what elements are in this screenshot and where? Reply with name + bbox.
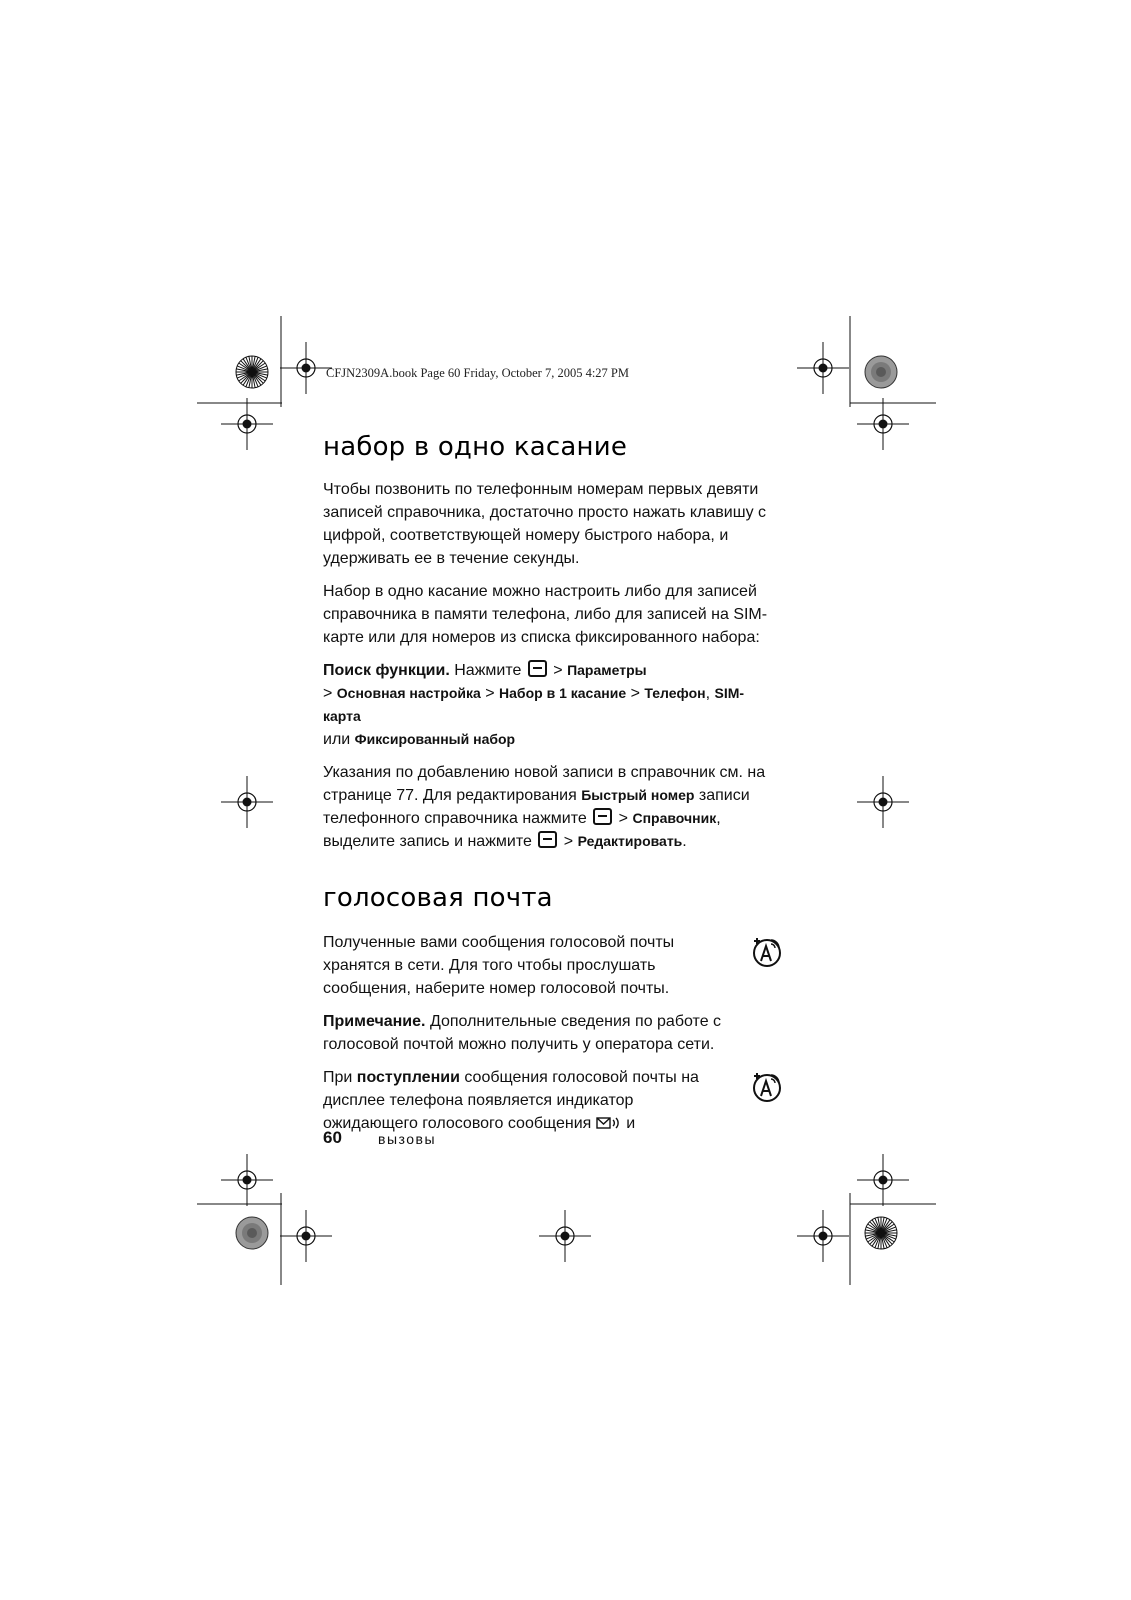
menu-path-phone: Телефон: [644, 685, 706, 701]
speed-dial-intro: Чтобы позвонить по телефонным номерам первых девяти записей справочника, достаточно просто нажать клавишу с цифрой, соответствующей номеру быстрого набора, и удерживать ее в течение секунды.: [323, 481, 767, 567]
menu-path-sim: SIM-карта: [323, 685, 745, 724]
menu-path-fixed-dial: Фиксированный набор: [354, 731, 516, 747]
page-number: 60: [323, 1128, 342, 1147]
voicemail-intro: Полученные вами сообщения голосовой почты хранятся в сети. Для того чтобы прослушать сообщения, наберите номер голосовой почты.: [323, 934, 675, 997]
path-separator: >: [553, 662, 563, 679]
path-separator: >: [485, 685, 495, 702]
menu-key-icon: [593, 808, 612, 825]
comma: ,: [705, 685, 711, 702]
chapter-title: вызовы: [378, 1131, 437, 1147]
voicemail-indicator-block: [323, 1066, 773, 1135]
note-text: Дополнительные сведения по работе с голосовой почтой можно получить у оператора сети.: [323, 1013, 722, 1053]
voicemail-note: [323, 1010, 773, 1056]
menu-key-icon: [538, 831, 557, 848]
menu-path-settings: Параметры: [567, 662, 647, 678]
path-separator: >: [618, 810, 629, 827]
menu-key-icon: [528, 660, 547, 677]
indicator-text-c: сообщения голосовой почты на дисплее телефона появляется индикатор ожидающего голосового сообщения: [323, 1069, 699, 1132]
voicemail-intro-block: [323, 931, 773, 1000]
period: .: [682, 833, 687, 850]
indicator-text-b: поступлении: [356, 1069, 460, 1086]
find-feature-label: Поиск функции.: [323, 662, 450, 679]
voicemail-indicator-text: [323, 1066, 723, 1135]
instructions-text-1: Указания по добавлению новой записи в справочник см. на странице 77. Для редактирования: [323, 764, 766, 804]
page-content: [323, 432, 773, 1145]
menu-path-1-touch-dial: Набор в 1 касание: [499, 685, 627, 701]
instructions-text-2: записи телефонного справочника нажмите: [323, 787, 750, 827]
section-title-voicemail: голосовая почта: [323, 883, 553, 913]
network-feature-icon: [750, 1070, 784, 1104]
indicator-text-d: и: [626, 1115, 636, 1132]
print-header: CFJN2309A.book Page 60 Friday, October 7, 2005 4:27 PM: [326, 366, 630, 380]
section-title-speed-dial: набор в одно касание: [323, 432, 628, 462]
menu-edit: Редактировать: [577, 833, 683, 849]
note-label: Примечание.: [323, 1013, 426, 1030]
menu-path-initial-setup: Основная настройка: [336, 685, 481, 701]
indicator-text-a: При: [323, 1069, 353, 1086]
press-text: Нажмите: [454, 662, 522, 679]
path-separator: >: [630, 685, 640, 702]
speed-dial-config: Набор в одно касание можно настроить либо для записей справочника в памяти телефона, либо для записей на SIM-карте или для номеров из списка фиксированного набора:: [323, 583, 768, 646]
voicemail-indicator-icon: [596, 1116, 622, 1130]
or-text: или: [323, 731, 351, 748]
path-separator: >: [323, 685, 333, 702]
path-separator: >: [563, 833, 574, 850]
menu-phonebook: Справочник: [632, 810, 717, 826]
menu-speed-no: Быстрый номер: [581, 787, 695, 803]
network-feature-icon: [750, 935, 784, 969]
find-feature: [323, 659, 773, 751]
instructions-text-3: , выделите запись и нажмите: [323, 810, 721, 850]
speed-dial-edit-instructions: [323, 761, 773, 853]
